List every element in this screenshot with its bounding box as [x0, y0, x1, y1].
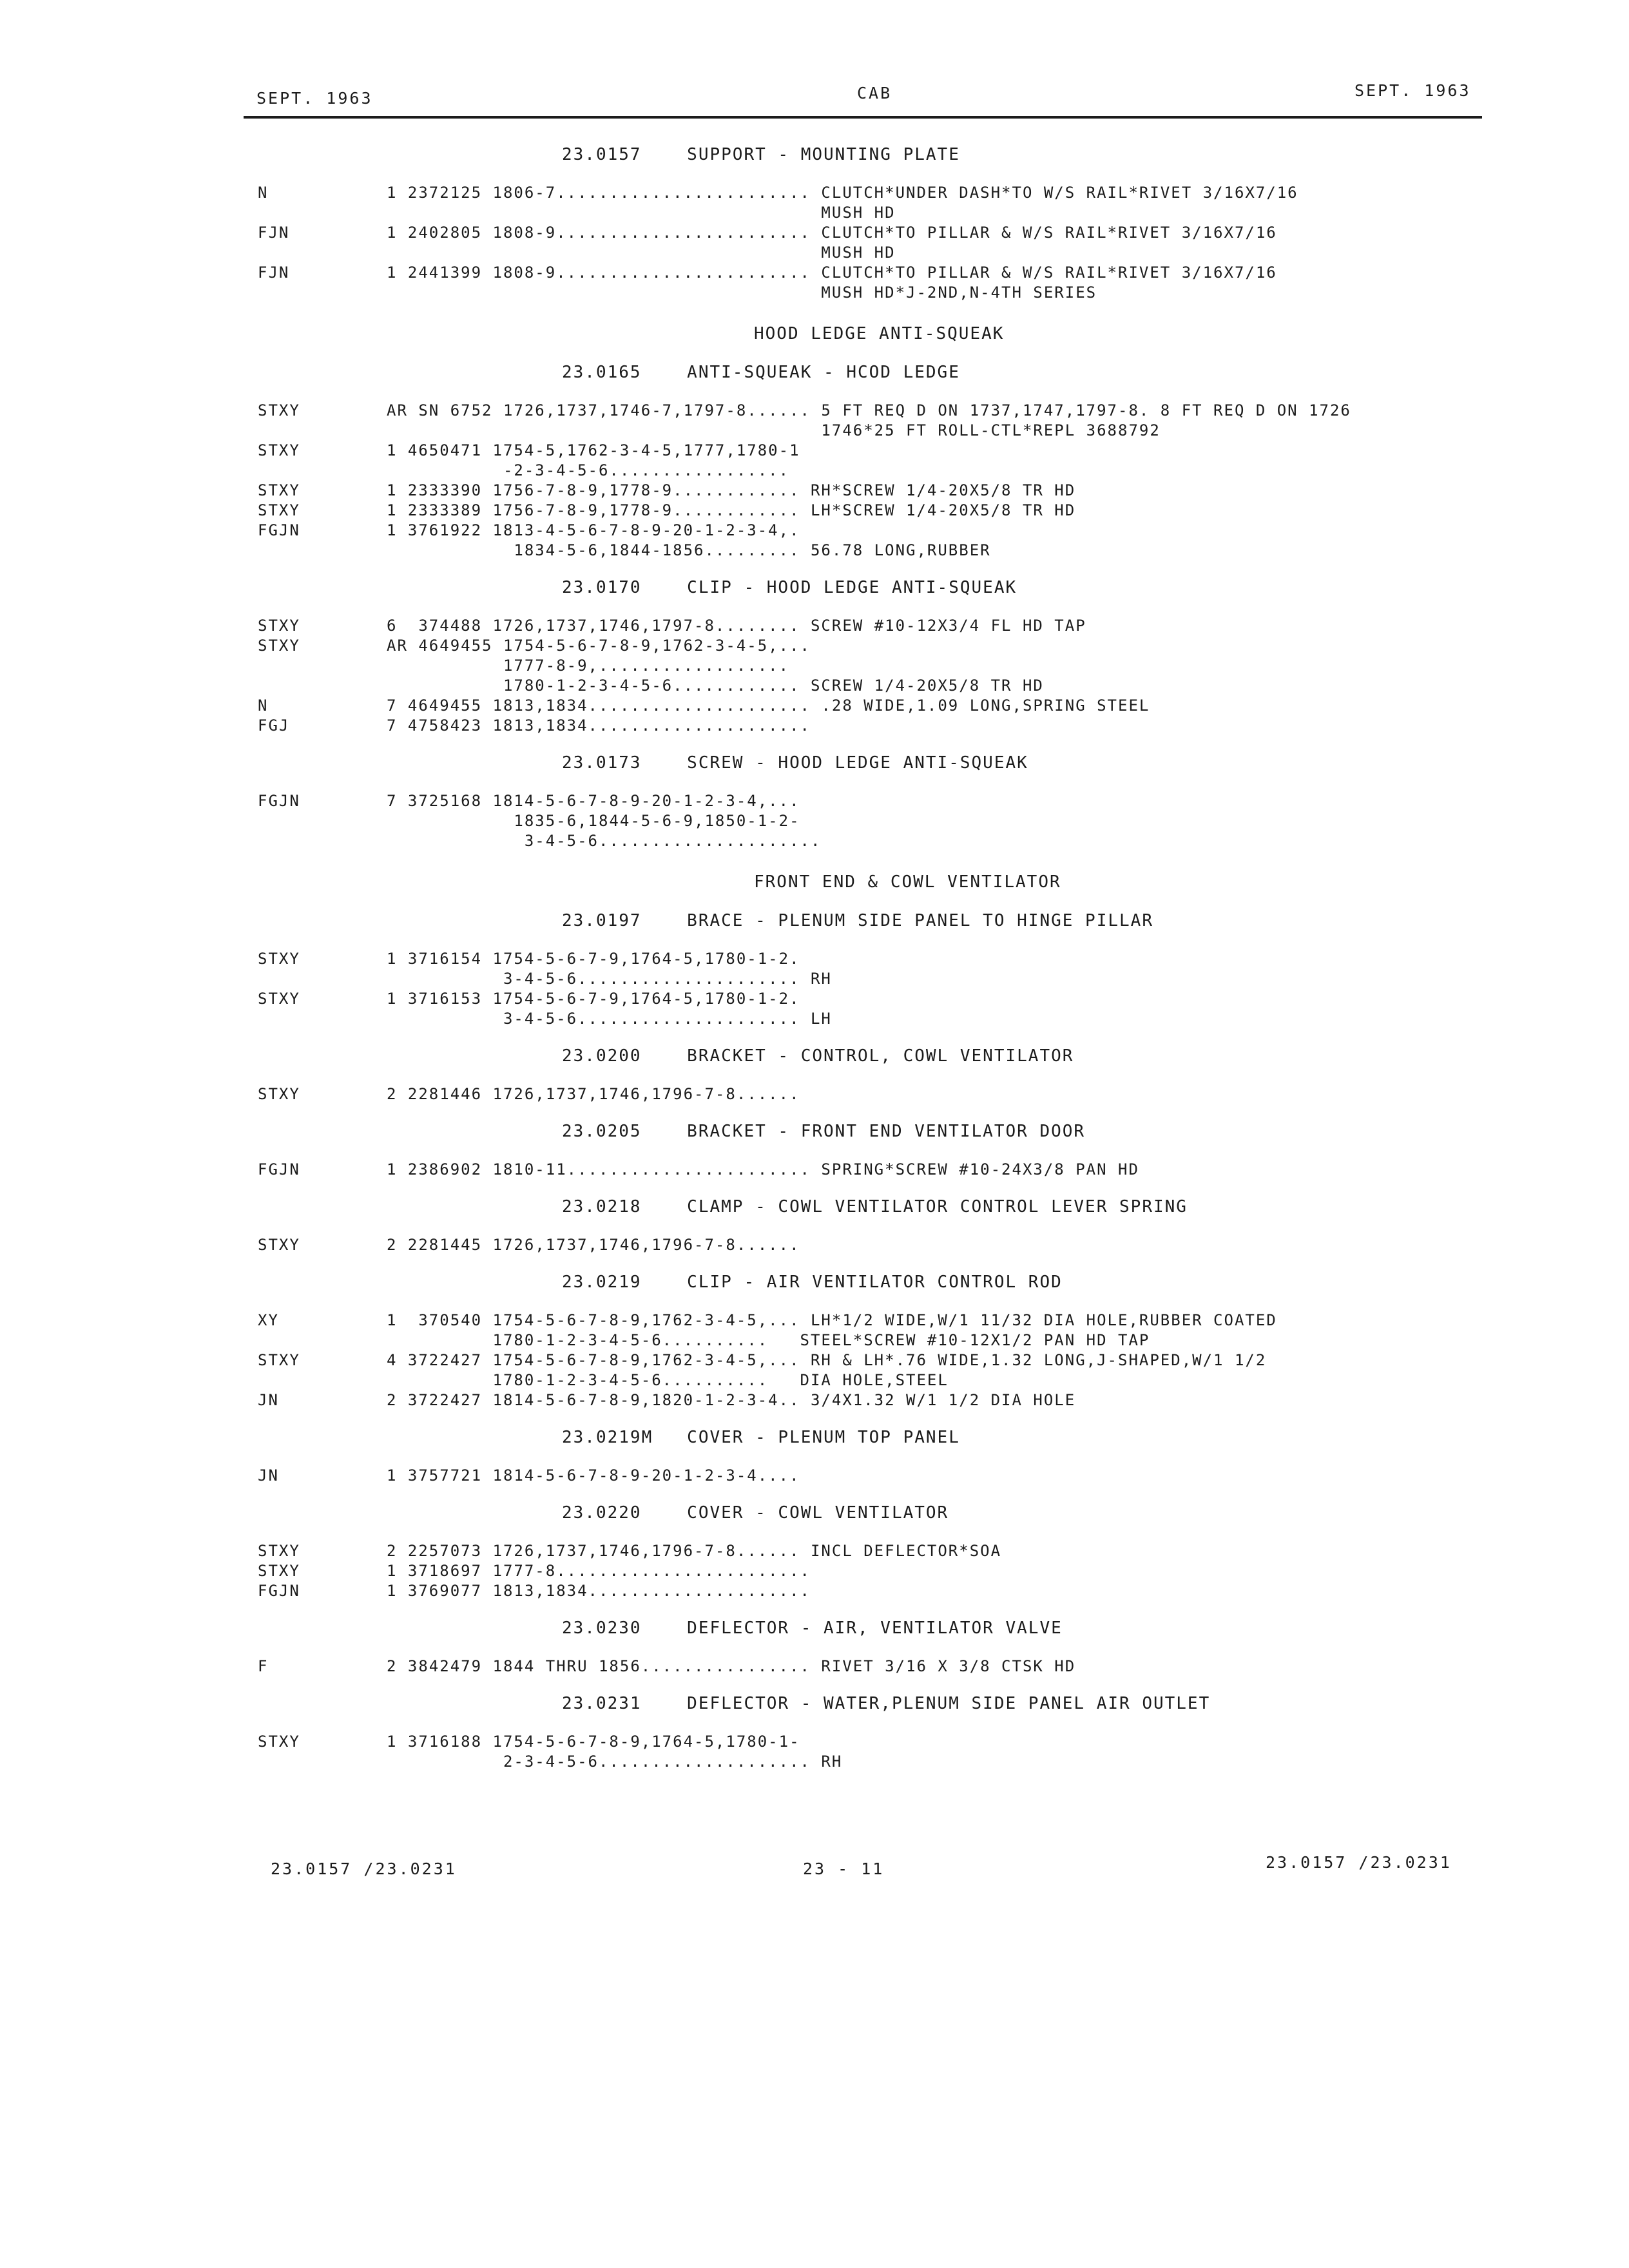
parts-rows — [258, 183, 1482, 303]
parts-section — [258, 1195, 1482, 1255]
part-detail-line: 1 3718697 1777-8........................ — [387, 1562, 811, 1580]
part-row — [258, 949, 1482, 989]
section-title: 23.0205 BRACKET - FRONT END VENTILATOR DOOR — [562, 1122, 1086, 1141]
footer-range-right: 23.0157 /23.0231 — [1266, 1853, 1452, 1872]
parts-section — [258, 1044, 1482, 1104]
part-detail-line: 1780-1-2-3-4-5-6.......... STEEL*SCREW #10-12X1/2 PAN HD TAP — [387, 1331, 1150, 1349]
part-detail-line: 1 2372125 1806-7........................ CLUTCH*UNDER DASH*TO W/S RAIL*RIVET 3/16X7/16 — [387, 184, 1298, 202]
section-title: 23.0170 CLIP - HOOD LEDGE ANTI-SQUEAK — [562, 578, 1017, 597]
part-detail — [387, 441, 1482, 481]
series-code: STXY — [258, 637, 300, 655]
series-code: STXY — [258, 617, 300, 635]
header-date-left: SEPT. 1963 — [256, 89, 373, 108]
header-date-right: SEPT. 1963 — [1354, 81, 1471, 100]
series-code: STXY — [258, 441, 300, 459]
part-detail-line: 6 374488 1726,1737,1746,1797-8........ SCREW #10-12X3/4 FL HD TAP — [387, 617, 1086, 635]
parts-section — [258, 1617, 1482, 1677]
series-code: N — [258, 184, 269, 202]
part-row — [258, 1466, 1482, 1486]
part-detail-line: 7 4649455 1813,1834..................... .28 WIDE,1.09 LONG,SPRING STEEL — [387, 697, 1150, 715]
part-detail — [387, 1311, 1482, 1350]
part-row — [258, 263, 1482, 303]
part-detail-line: 1834-5-6,1844-1856......... 56.78 LONG,RUBBER — [387, 541, 991, 559]
parts-section — [258, 361, 1482, 561]
series-code: XY — [258, 1311, 279, 1329]
part-row — [258, 696, 1482, 716]
part-detail — [387, 1390, 1482, 1410]
part-row — [258, 716, 1482, 736]
series-code: STXY — [258, 990, 300, 1008]
parts-rows — [258, 401, 1482, 561]
group-heading-block — [258, 322, 1482, 345]
part-detail — [387, 223, 1482, 263]
part-detail — [387, 949, 1482, 989]
part-row — [258, 1390, 1482, 1410]
part-row — [258, 401, 1482, 441]
series-code: STXY — [258, 1542, 300, 1560]
part-row — [258, 1581, 1482, 1601]
series-code: FGJN — [258, 1582, 300, 1600]
parts-section — [258, 143, 1482, 303]
part-detail-line: 3-4-5-6..................... RH — [387, 970, 832, 988]
group-title: HOOD LEDGE ANTI-SQUEAK — [754, 324, 1005, 343]
part-detail — [387, 521, 1482, 561]
part-detail-line: 1 3716154 1754-5-6-7-9,1764-5,1780-1-2. — [387, 950, 800, 968]
series-code: STXY — [258, 1733, 300, 1751]
part-detail-line: 1 3757721 1814-5-6-7-8-9-20-1-2-3-4.... — [387, 1466, 800, 1485]
part-detail — [387, 1350, 1482, 1390]
section-title: 23.0231 DEFLECTOR - WATER,PLENUM SIDE PANEL AIR OUTLET — [562, 1694, 1211, 1713]
part-detail-line: 7 4758423 1813,1834..................... — [387, 716, 811, 735]
series-code: FJN — [258, 224, 290, 242]
parts-rows — [258, 1732, 1482, 1772]
part-detail-line: 1 4650471 1754-5,1762-3-4-5,1777,1780-1 — [387, 441, 800, 459]
part-detail-line: 1780-1-2-3-4-5-6............ SCREW 1/4-20X5/8 TR HD — [387, 677, 1044, 695]
parts-listing — [258, 143, 1482, 1772]
part-detail-line: MUSH HD — [387, 244, 896, 262]
part-detail-line: 1 3716153 1754-5-6-7-9,1764-5,1780-1-2. — [387, 990, 800, 1008]
header-section: CAB — [857, 84, 892, 102]
parts-section — [258, 576, 1482, 736]
part-detail-line: 1 2333389 1756-7-8-9,1778-9............ LH*SCREW 1/4-20X5/8 TR HD — [387, 501, 1076, 519]
part-row — [258, 501, 1482, 521]
part-row — [258, 521, 1482, 561]
series-code: JN — [258, 1466, 279, 1485]
parts-section — [258, 1426, 1482, 1486]
part-detail-line: 2 3722427 1814-5-6-7-8-9,1820-1-2-3-4.. 3/4X1.32 W/1 1/2 DIA HOLE — [387, 1391, 1076, 1409]
part-row — [258, 1084, 1482, 1104]
part-row — [258, 481, 1482, 501]
part-detail — [387, 183, 1482, 223]
part-row — [258, 1160, 1482, 1180]
parts-rows — [258, 1311, 1482, 1410]
parts-rows — [258, 616, 1482, 736]
parts-rows — [258, 1084, 1482, 1104]
section-title: 23.0173 SCREW - HOOD LEDGE ANTI-SQUEAK — [562, 753, 1028, 773]
part-detail-line: 1 2402805 1808-9........................ CLUTCH*TO PILLAR & W/S RAIL*RIVET 3/16X7/16 — [387, 224, 1277, 242]
parts-rows — [258, 1541, 1482, 1601]
parts-section — [258, 1692, 1482, 1772]
part-detail — [387, 481, 1482, 501]
part-row — [258, 1541, 1482, 1561]
parts-rows — [258, 1466, 1482, 1486]
part-detail-line: AR SN 6752 1726,1737,1746-7,1797-8...... 5 FT REQ D ON 1737,1747,1797-8. 8 FT REQ D ON 1726 — [387, 401, 1351, 419]
series-code: FGJN — [258, 521, 300, 539]
part-detail — [387, 1160, 1482, 1180]
part-detail-line: MUSH HD*J-2ND,N-4TH SERIES — [387, 284, 1097, 302]
part-row — [258, 183, 1482, 223]
part-row — [258, 791, 1482, 851]
part-row — [258, 1657, 1482, 1677]
part-detail — [387, 696, 1482, 716]
section-title: 23.0220 COVER - COWL VENTILATOR — [562, 1503, 949, 1523]
footer-page-number: 23 - 11 — [803, 1860, 885, 1878]
footer-range-left: 23.0157 /23.0231 — [271, 1860, 457, 1878]
parts-rows — [258, 791, 1482, 851]
part-row — [258, 1350, 1482, 1390]
part-detail-line: 1835-6,1844-5-6-9,1850-1-2- — [387, 812, 800, 830]
part-detail-line: 1 2386902 1810-11....................... SPRING*SCREW #10-24X3/8 PAN HD — [387, 1160, 1139, 1178]
part-detail-line: 2 2257073 1726,1737,1746,1796-7-8...... INCL DEFLECTOR*SOA — [387, 1542, 1002, 1560]
group-title: FRONT END & COWL VENTILATOR — [754, 872, 1061, 892]
part-detail-line: 1 370540 1754-5-6-7-8-9,1762-3-4-5,... LH*1/2 WIDE,W/1 11/32 DIA HOLE,RUBBER COATED — [387, 1311, 1277, 1329]
series-code: STXY — [258, 1085, 300, 1103]
part-detail-line: AR 4649455 1754-5-6-7-8-9,1762-3-4-5,... — [387, 637, 811, 655]
part-detail-line: 2-3-4-5-6.................... RH — [387, 1753, 843, 1771]
part-row — [258, 1311, 1482, 1350]
part-detail — [387, 616, 1482, 636]
part-detail-line: 3-4-5-6..................... — [387, 832, 822, 850]
series-code: STXY — [258, 401, 300, 419]
part-detail — [387, 1235, 1482, 1255]
part-detail — [387, 1657, 1482, 1677]
series-code: STXY — [258, 501, 300, 519]
series-code: JN — [258, 1391, 279, 1409]
part-detail-line: 1746*25 FT ROLL-CTL*REPL 3688792 — [387, 421, 1161, 439]
section-title: 23.0157 SUPPORT - MOUNTING PLATE — [562, 145, 960, 164]
part-detail — [387, 263, 1482, 303]
part-detail — [387, 716, 1482, 736]
series-code: STXY — [258, 1351, 300, 1369]
part-detail-line: 1 3761922 1813-4-5-6-7-8-9-20-1-2-3-4,. — [387, 521, 800, 539]
series-code: STXY — [258, 1562, 300, 1580]
part-detail-line: 7 3725168 1814-5-6-7-8-9-20-1-2-3-4,... — [387, 792, 800, 810]
part-detail — [387, 1541, 1482, 1561]
part-detail-line: 1777-8-9,.................. — [387, 657, 790, 675]
part-detail-line: 2 2281446 1726,1737,1746,1796-7-8...... — [387, 1085, 800, 1103]
part-detail-line: -2-3-4-5-6................. — [387, 461, 790, 479]
series-code: FGJ — [258, 716, 290, 735]
part-row — [258, 1732, 1482, 1772]
series-code: FGJN — [258, 1160, 300, 1178]
section-title: 23.0200 BRACKET - CONTROL, COWL VENTILATOR — [562, 1046, 1074, 1066]
part-detail-line: 3-4-5-6..................... LH — [387, 1010, 832, 1028]
part-detail — [387, 1466, 1482, 1486]
parts-rows — [258, 949, 1482, 1029]
parts-section — [258, 1271, 1482, 1410]
part-detail-line: 4 3722427 1754-5-6-7-8-9,1762-3-4-5,... RH & LH*.76 WIDE,1.32 LONG,J-SHAPED,W/1 1/2 — [387, 1351, 1267, 1369]
section-title: 23.0165 ANTI-SQUEAK - HCOD LEDGE — [562, 363, 960, 382]
part-detail — [387, 1561, 1482, 1581]
series-code: FGJN — [258, 792, 300, 810]
series-code: STXY — [258, 1236, 300, 1254]
part-detail-line: 2 2281445 1726,1737,1746,1796-7-8...... — [387, 1236, 800, 1254]
part-detail — [387, 1581, 1482, 1601]
part-detail-line: 1780-1-2-3-4-5-6.......... DIA HOLE,STEEL — [387, 1371, 949, 1389]
parts-rows — [258, 1657, 1482, 1677]
part-row — [258, 636, 1482, 696]
section-title: 23.0197 BRACE - PLENUM SIDE PANEL TO HINGE PILLAR — [562, 911, 1153, 930]
series-code: F — [258, 1657, 269, 1675]
section-title: 23.0230 DEFLECTOR - AIR, VENTILATOR VALVE — [562, 1619, 1063, 1638]
section-title: 23.0219M COVER - PLENUM TOP PANEL — [562, 1428, 960, 1447]
part-detail-line: 1 3716188 1754-5-6-7-8-9,1764-5,1780-1- — [387, 1733, 800, 1751]
part-detail-line: 1 2333390 1756-7-8-9,1778-9............ RH*SCREW 1/4-20X5/8 TR HD — [387, 481, 1076, 499]
header-rule — [244, 116, 1482, 119]
series-code: STXY — [258, 950, 300, 968]
part-detail — [387, 989, 1482, 1029]
part-detail-line: 1 3769077 1813,1834..................... — [387, 1582, 811, 1600]
parts-section — [258, 751, 1482, 851]
part-row — [258, 1235, 1482, 1255]
part-detail-line: 2 3842479 1844 THRU 1856................ RIVET 3/16 X 3/8 CTSK HD — [387, 1657, 1076, 1675]
part-row — [258, 223, 1482, 263]
group-heading-block — [258, 870, 1482, 894]
part-detail-line: 1 2441399 1808-9........................ CLUTCH*TO PILLAR & W/S RAIL*RIVET 3/16X7/16 — [387, 264, 1277, 282]
part-row — [258, 441, 1482, 481]
parts-rows — [258, 1160, 1482, 1180]
part-detail — [387, 1732, 1482, 1772]
series-code: STXY — [258, 481, 300, 499]
parts-section — [258, 1120, 1482, 1180]
parts-rows — [258, 1235, 1482, 1255]
parts-section — [258, 909, 1482, 1029]
series-code: N — [258, 697, 269, 715]
part-detail — [387, 791, 1482, 851]
series-code: FJN — [258, 264, 290, 282]
part-detail — [387, 1084, 1482, 1104]
section-title: 23.0219 CLIP - AIR VENTILATOR CONTROL ROD — [562, 1273, 1063, 1292]
part-detail — [387, 501, 1482, 521]
part-row — [258, 1561, 1482, 1581]
part-row — [258, 989, 1482, 1029]
part-detail — [387, 636, 1482, 696]
part-detail-line: MUSH HD — [387, 204, 896, 222]
part-row — [258, 616, 1482, 636]
section-title: 23.0218 CLAMP - COWL VENTILATOR CONTROL LEVER SPRING — [562, 1197, 1188, 1216]
part-detail — [387, 401, 1482, 441]
parts-section — [258, 1501, 1482, 1601]
